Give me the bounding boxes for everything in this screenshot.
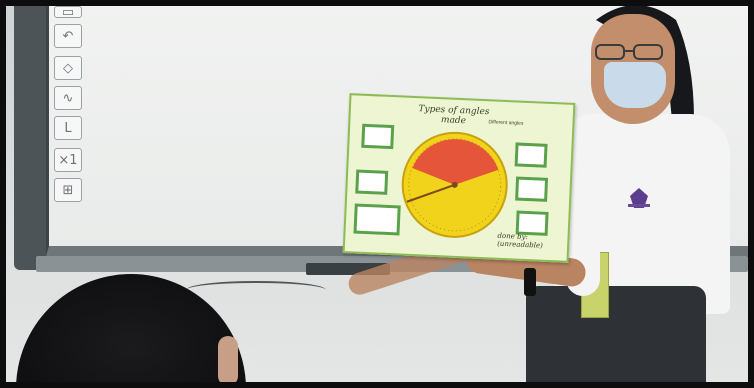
tool-top-icon: ▭	[54, 6, 82, 18]
angle-dial	[397, 127, 512, 242]
face-mask	[604, 62, 666, 108]
angle-card-1	[361, 124, 394, 149]
whiteboard-tool-strip	[50, 6, 84, 216]
classroom-photo	[6, 6, 748, 382]
text-icon: L	[54, 116, 82, 140]
angle-card-5	[515, 176, 548, 201]
angle-card-3	[353, 203, 400, 235]
poster-title-line2: made	[440, 115, 467, 127]
angles-poster	[343, 93, 576, 263]
pen-icon: ↶	[54, 24, 82, 48]
wave-icon: ∿	[54, 86, 82, 110]
presenter-skirt	[526, 286, 706, 382]
foreground-student-ear	[218, 336, 238, 382]
grid-icon: ⊞	[54, 178, 82, 202]
power-cable	[186, 281, 326, 299]
angle-card-4	[515, 142, 548, 167]
eraser-icon: ◇	[54, 56, 82, 80]
zoom-icon: ×1	[54, 148, 82, 172]
poster-title-line1: Types of angles	[418, 104, 490, 118]
poster-side-note: Different angles	[488, 119, 524, 127]
angle-card-2	[355, 170, 388, 195]
poster-signature: done by: (unreadable)	[496, 231, 543, 250]
school-logo-icon	[626, 186, 652, 210]
glasses-icon	[590, 42, 676, 62]
wrist-watch	[524, 268, 536, 296]
